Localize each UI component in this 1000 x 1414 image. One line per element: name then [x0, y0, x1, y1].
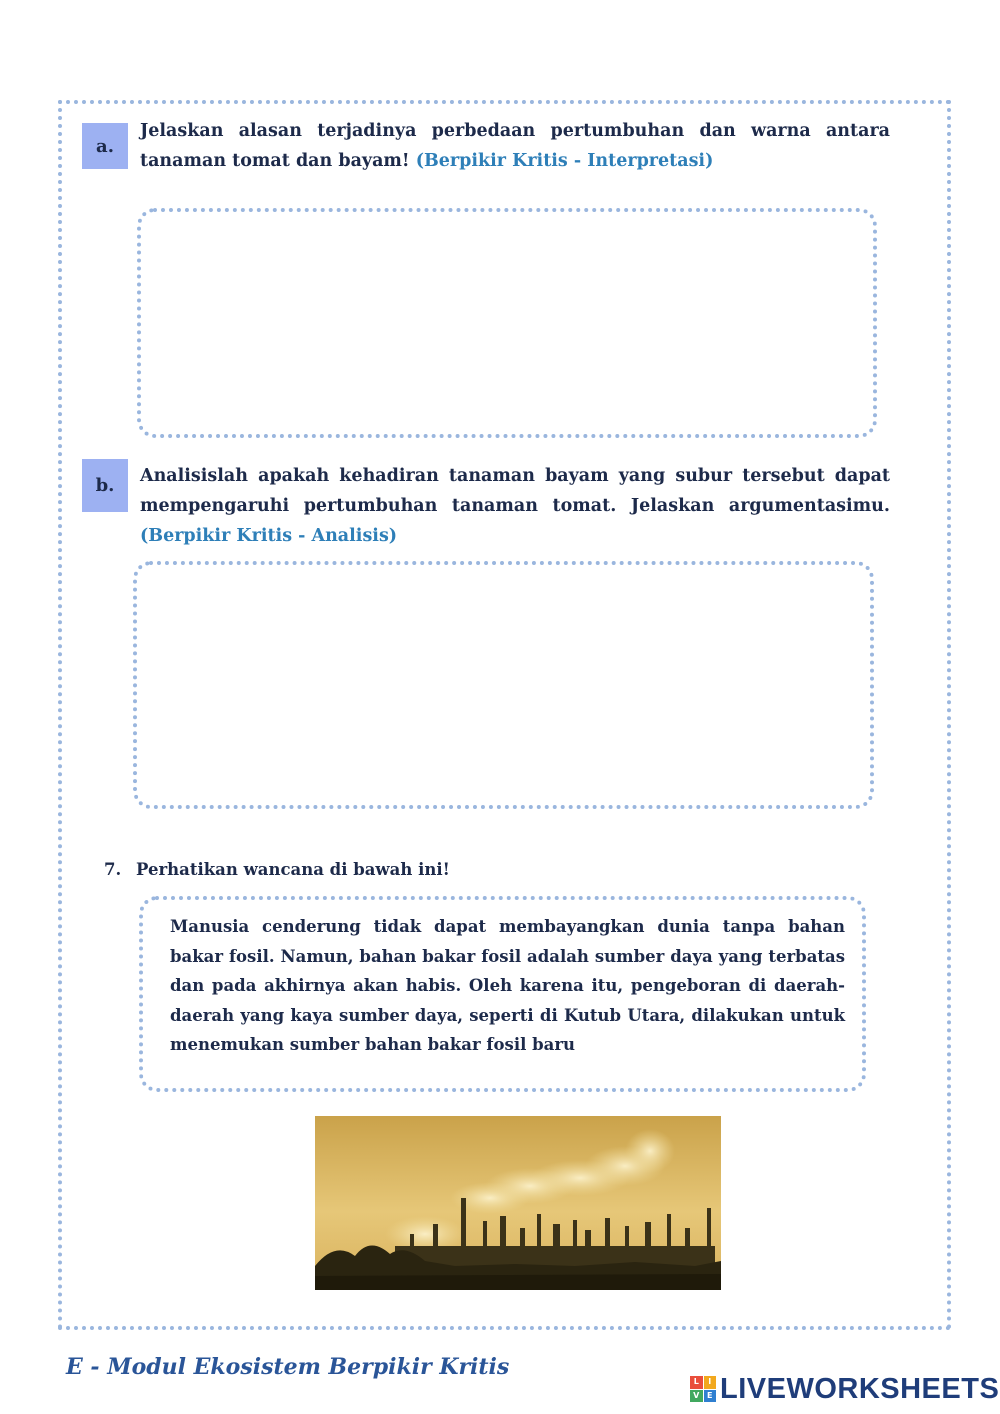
footer-module-title: E - Modul Ekosistem Berpikir Kritis: [66, 1354, 510, 1380]
question-b-prompt: Analisislah apakah kehadiran tanaman bayam yang subur tersebut dapat mempengaruhi pertumbuhan tanaman tomat. Jelaskan argumentasimu.: [140, 466, 890, 516]
question-a-text: [140, 116, 890, 176]
answer-box-a[interactable]: [137, 208, 877, 438]
liveworksheets-logo-icon: [690, 1376, 716, 1402]
liveworksheets-brand[interactable]: [690, 1372, 999, 1406]
question-b-badge: b.: [82, 459, 128, 512]
question-a-skill: (Berpikir Kritis - Interpretasi): [415, 151, 714, 171]
logo-letter-e: E: [704, 1390, 717, 1403]
passage-text: Manusia cenderung tidak dapat membayangkan dunia tanpa bahan bakar fosil. Namun, bahan bakar fosil adalah sumber daya yang terbatas dan pada akhirnya akan habis. Oleh karena itu, pengeboran di daerah-daerah yang kaya sumber daya, seperti di Kutub Utara, dilakukan untuk menemukan sumber bahan bakar fosil baru: [170, 917, 845, 1054]
question-a-prompt: Jelaskan alasan terjadinya perbedaan pertumbuhan dan warna antara tanaman tomat dan bayam!: [140, 121, 890, 171]
logo-letter-v: V: [690, 1390, 703, 1403]
factory-smoke-photo-svg: [315, 1116, 721, 1290]
question-b-skill: (Berpikir Kritis - Analisis): [140, 526, 398, 546]
answer-box-b[interactable]: [133, 561, 874, 809]
logo-letter-l: L: [690, 1376, 703, 1389]
liveworksheets-wordmark: LIVEWORKSHEETS: [720, 1372, 1000, 1405]
factory-smoke-photo: [315, 1116, 721, 1290]
item-7-instruction-line: [104, 860, 450, 879]
logo-letter-i: I: [704, 1376, 717, 1389]
item-7-instruction: Perhatikan wancana di bawah ini!: [136, 860, 450, 879]
question-b-text: [140, 461, 890, 551]
question-a-badge: a.: [82, 123, 128, 169]
item-7-number: 7.: [104, 860, 122, 879]
